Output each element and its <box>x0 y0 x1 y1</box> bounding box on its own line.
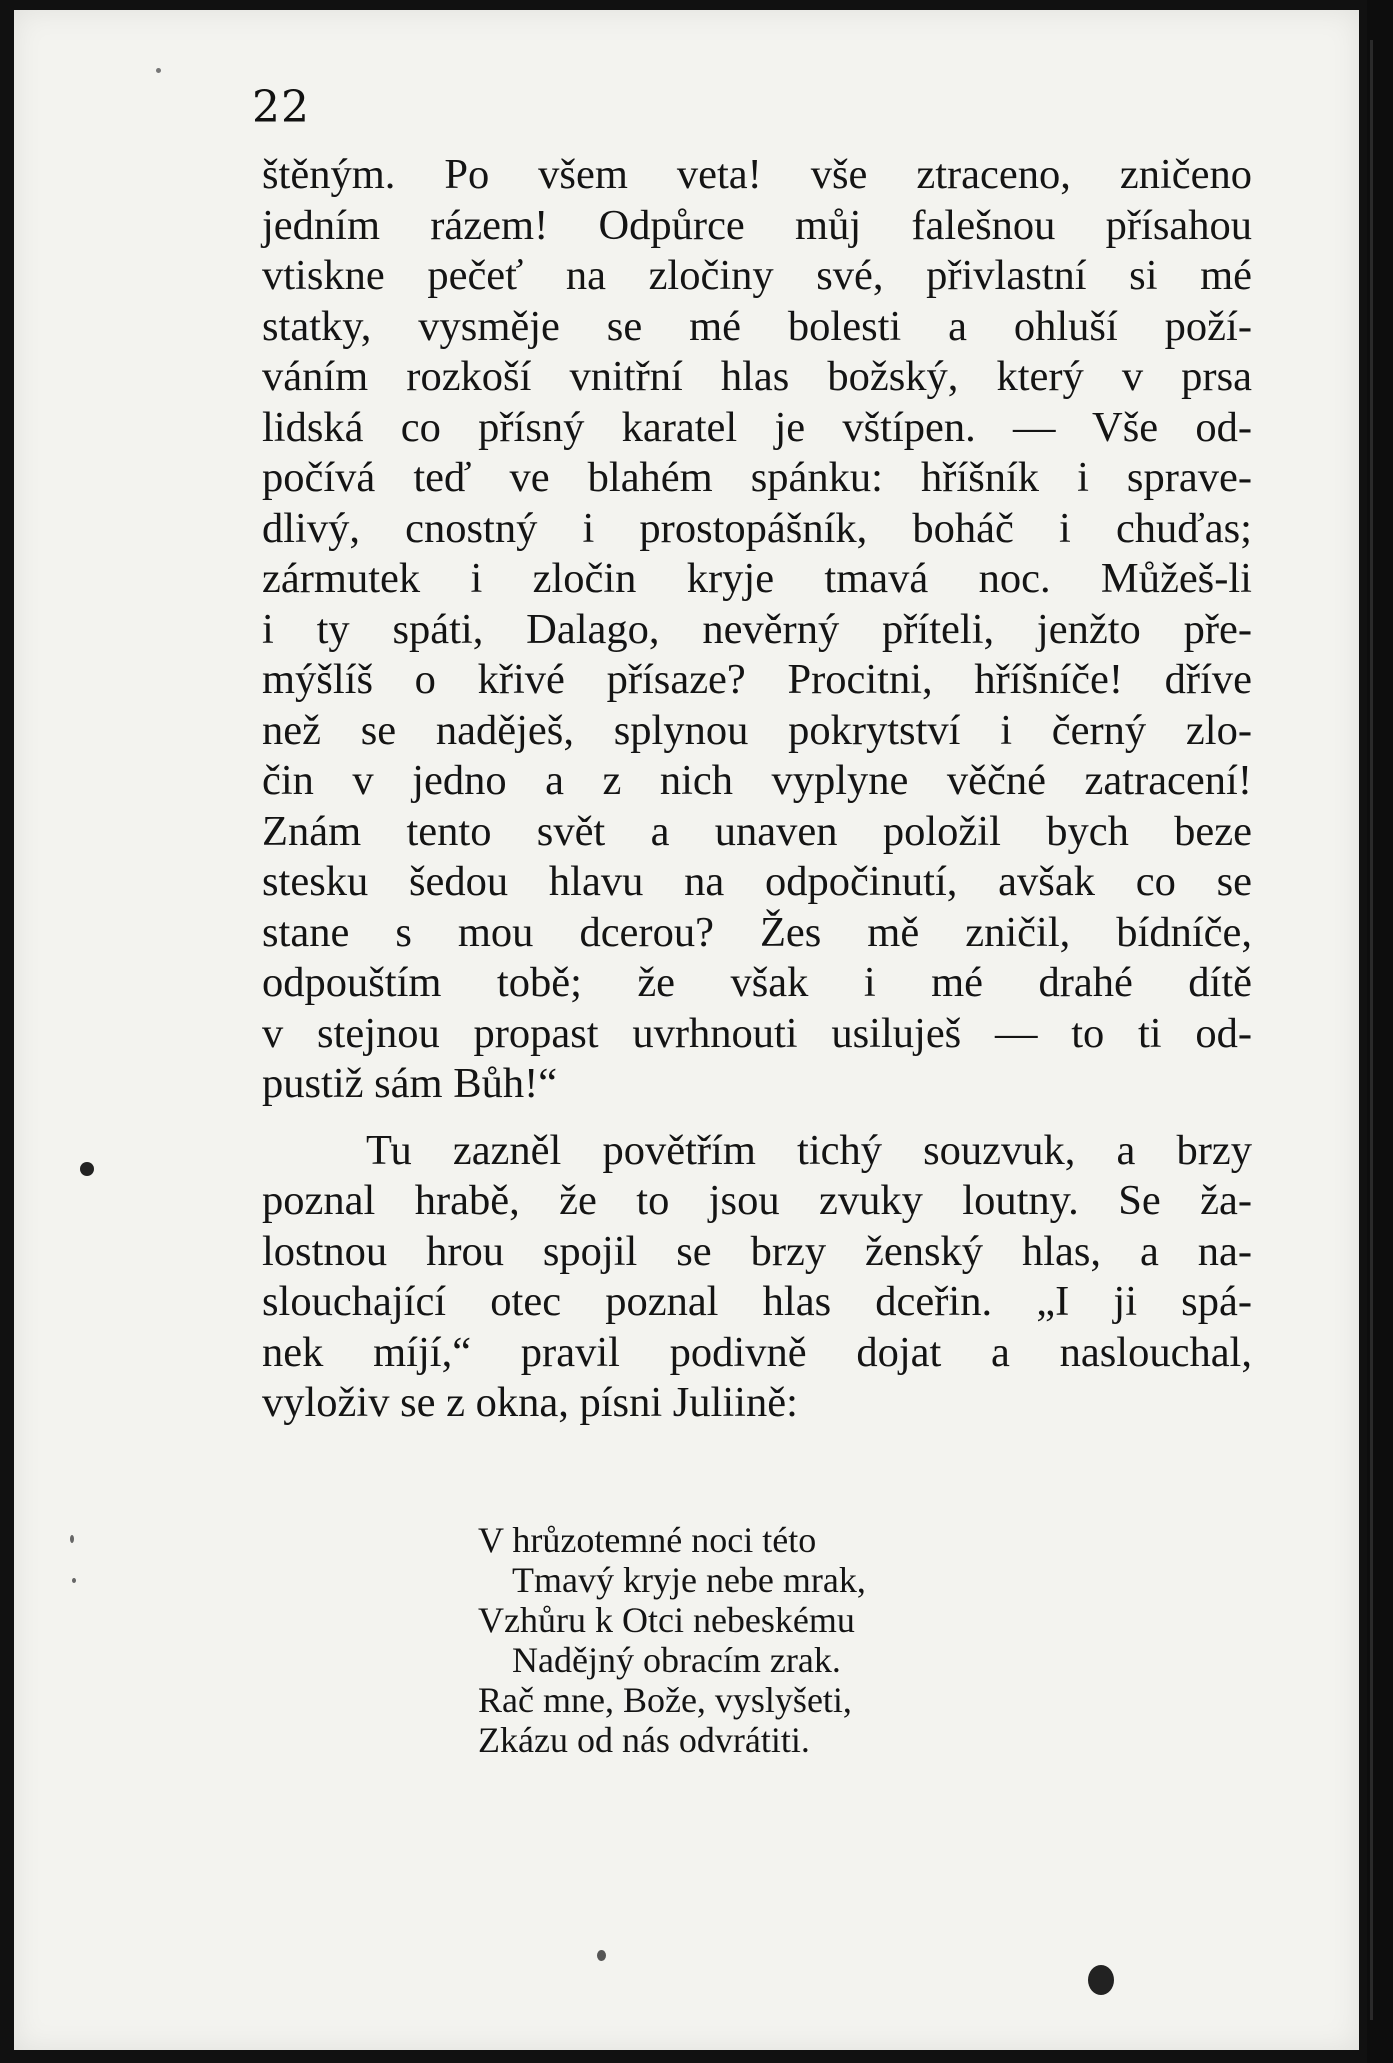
body-text <box>262 150 1252 1429</box>
ink-speck <box>80 1162 94 1176</box>
ink-speck <box>597 1950 606 1961</box>
poem-line: Zkázu od nás odvrátiti. <box>478 1720 810 1760</box>
poem-line: Nadějný obracím zrak. <box>512 1640 841 1680</box>
text-line: vtiskne pečeť na zločiny své, přivlastní si mé <box>262 252 1252 299</box>
text-line: počívá teď ve blahém spánku: hříšník i sprave- <box>262 454 1252 501</box>
text-line: stane s mou dcerou? Žes mě zničil, bídníče, <box>262 908 1252 956</box>
text-line: nek míjí,“ pravil podivně dojat a naslouchal, <box>262 1328 1252 1376</box>
text-line: než se naděješ, splynou pokrytství i černý zlo- <box>262 706 1252 754</box>
text-line: čin v jedno a z nich vyplyne věčné zatracení! <box>262 757 1252 804</box>
poem-line: V hrůzotemné noci této <box>478 1520 817 1560</box>
text-line: slouchající otec poznal hlas dceřin. „I ji spá- <box>262 1278 1252 1325</box>
text-line: vyloživ se z okna, písni Juliině: <box>262 1379 798 1426</box>
ink-speck <box>1088 1965 1114 1995</box>
poem-verse <box>478 1520 866 1760</box>
page-edge-line <box>1370 40 1373 2020</box>
ink-speck <box>72 1578 76 1583</box>
text-line: statky, vysměje se mé bolesti a ohluší poží- <box>262 302 1252 350</box>
paragraph-gap <box>262 1110 1252 1126</box>
text-line: pustiž sám Bůh!“ <box>262 1060 558 1107</box>
text-line: jedním rázem! Odpůrce můj falešnou přísahou <box>262 201 1252 249</box>
text-line: i ty spáti, Dalago, nevěrný příteli, jenžto pře- <box>262 605 1252 653</box>
text-line: váním rozkoší vnitřní hlas božský, který v prsa <box>262 353 1252 400</box>
text-line: zármutek i zločin kryje tmavá noc. Můžeš-li <box>262 555 1252 602</box>
text-line: poznal hrabě, že to jsou zvuky loutny. Se ža- <box>262 1177 1252 1224</box>
text-line: Tu zazněl povětřím tichý souzvuk, a brzy <box>366 1126 1252 1174</box>
text-line: Znám tento svět a unaven položil bych beze <box>262 807 1252 855</box>
poem-line: Rač mne, Bože, vyslyšeti, <box>478 1680 852 1720</box>
ink-speck <box>156 68 161 73</box>
text-line: odpouštím tobě; že však i mé drahé dítě <box>262 959 1252 1006</box>
text-line: mýšlíš o křivé přísaze? Procitni, hříšníče! dříve <box>262 656 1252 703</box>
ink-speck <box>70 1535 74 1543</box>
text-line: lostnou hrou spojil se brzy ženský hlas, a na- <box>262 1227 1252 1275</box>
page-number: 22 <box>252 82 310 133</box>
text-line: lidská co přísný karatel je vštípen. — Vše od- <box>262 403 1252 451</box>
poem-line: Tmavý kryje nebe mrak, <box>512 1560 866 1600</box>
poem-line: Vzhůru k Otci nebeskému <box>478 1600 855 1640</box>
text-line: v stejnou propast uvrhnouti usiluješ — to ti od- <box>262 1009 1252 1057</box>
text-line: stesku šedou hlavu na odpočinutí, avšak co se <box>262 858 1252 905</box>
text-line: dlivý, cnostný i prostopášník, boháč i chuďas; <box>262 504 1252 552</box>
text-line: štěným. Po všem veta! vše ztraceno, zničeno <box>262 151 1252 198</box>
